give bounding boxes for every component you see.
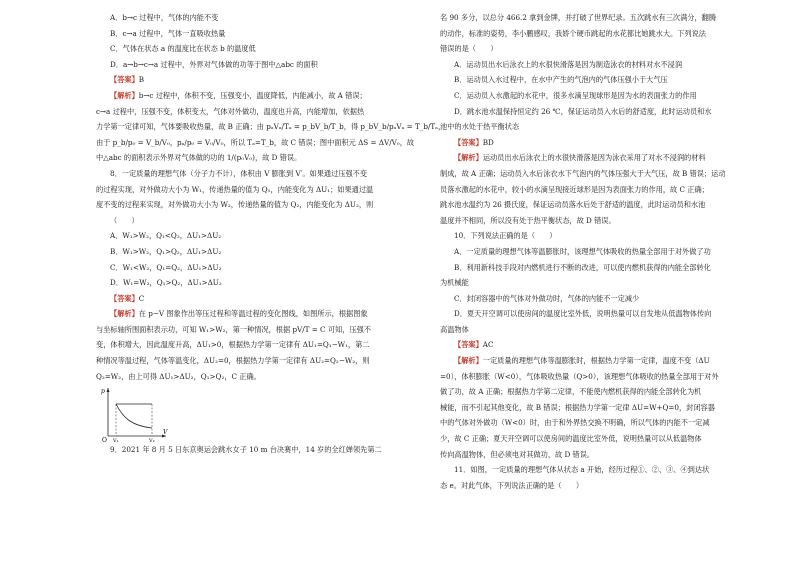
- explain-line: 种情况等温过程，气体等温变化，ΔU₂=0，根据热力学第一定律有 ΔU₂=Q₂−W₂，则: [96, 356, 370, 366]
- option-b: B．c→a 过程中，气体一直吸收热量: [110, 28, 226, 38]
- explain-line: 与坐标轴所围面积表示功，可知 W₁>W₂，第一种情况，根据 pV/T = C 可知，压强不: [96, 324, 371, 334]
- q9-option-a: A．运动员出水后泳衣上的水很快滑落是因为制造泳衣的材料对水不浸润: [454, 59, 683, 69]
- question-9: 9．2021 年 8 月 5 日东京奥运会跳水女子 10 m 台决赛中，14 岁的全红婵领先第二: [110, 445, 382, 455]
- q10-option-d-line: 高温物体: [440, 324, 469, 334]
- pv-diagram-svg: [100, 384, 170, 445]
- q10-option-b-line: 为机械能: [440, 278, 469, 288]
- answer-value: AC: [482, 340, 494, 350]
- question-10: 10．下列说法正确的是（ ）: [454, 231, 557, 241]
- question-8: 8．一定质量的理想气体（分子力不计），体积由 V 膨胀到 V′。如果通过压强不变: [110, 168, 368, 178]
- answer-value: BD: [482, 137, 494, 147]
- explain-line: 传向高温物体，但必须电对其做功，故 D 错误。: [440, 449, 595, 459]
- explain-line: 中的气体对外做功（W<0）时，由于和外界热交换不明确，所以气体的内能不一定减: [440, 418, 710, 428]
- option-c: C．气体在状态 a 的温度比在状态 b 的温度低: [110, 44, 256, 54]
- question-9-line: 的动作，标准的姿势，李小鹏感叹，我娇个硬币跳起的水花都比她跳水大。下列说法: [440, 28, 706, 38]
- question-11-line: 态 e。对此气体，下列说法正确的是（ ）: [440, 480, 584, 490]
- explain-line: =0），体积膨胀（W<0），气体吸收热量（Q>0），该理想气体吸收的热量全部用于对外: [440, 371, 719, 381]
- explain-text: 在 p−V 图象作出等压过程和等温过程的变化图线，如图所示，根据图象: [138, 309, 368, 319]
- question-8-line: 度不变的过程来实现，对外做功大小为 W₂，传递热量的值为 Q₂，内能变化为 ΔU₂，则: [96, 200, 374, 210]
- question-8-line: 的过程实现，对外做功大小为 W₁，传递热量的值为 Q₁，内能变化为 ΔU₁；如果通过温: [96, 184, 374, 194]
- answer-value: B: [138, 75, 145, 85]
- explain-line: [440, 150, 740, 166]
- answer-block-7: [96, 72, 390, 88]
- question-9-line: 名 90 多分，以总分 466.2 拿到金牌，并打破了世界纪录。五次跳水有三次满分，翻腾: [440, 13, 717, 22]
- p-label: p: [101, 388, 105, 396]
- right-column: [440, 10, 740, 493]
- answer-block-8: [96, 291, 390, 307]
- q10-option-c: C．封闭容器中的气体对外做功时，气体的内能不一定减少: [454, 293, 640, 303]
- explain-line: 做了功，故 A 正确；根据热力学第二定律，不能使内燃机获得的内能全部转化为机: [440, 387, 702, 397]
- isothermal-curve: [116, 404, 152, 428]
- explain-line: 中△abc 的面积表示外界对气体做的功的 1/(p₀V₀)，故 D 错误。: [96, 153, 302, 163]
- explain-label: 【解析】: [110, 90, 139, 100]
- question-8-line: （ ）: [110, 215, 139, 225]
- left-column: [96, 10, 446, 458]
- explain-line: 跳水池水温约为 26 摄氏度，保证运动员落水后处于舒适的温度，此时运动员和水池: [440, 200, 706, 210]
- question-11: 11．如图，一定质量的理想气体从状态 a 开始，经历过程①、②、③、④到达状: [454, 465, 710, 475]
- answer-block-9: [440, 135, 740, 151]
- v1-label: V₁: [113, 438, 119, 445]
- explain-label: 【解析】: [454, 356, 483, 366]
- q10-option-d: D．夏天开空调可以使房间的温度比室外低，说明热量可以自发地从低温物体传向: [454, 309, 712, 319]
- explain-text: b→c 过程中，体积不变，压强变小，温度降低，内能减小，故 A 错误；: [138, 90, 367, 100]
- explain-line: 员落水激起的水花中，较小的水滴呈现接近球形是因为表面张力的作用，故 C 正确；: [440, 184, 709, 194]
- q10-option-a: A．一定质量的理想气体等温膨胀时，该理想气体吸收的热量全部用于对外做了功: [454, 246, 711, 256]
- origin-label: O: [102, 437, 107, 445]
- explain-line: 变，体积增大，因此温度升高，ΔU₁>0，根据热力学第一定律有 ΔU₁=Q₁−W₁，第二: [96, 340, 370, 350]
- explain-line: c→a 过程中，压强不变，体积变大，气体对外做功，温度也升高，内能增加，依据热: [96, 106, 365, 116]
- explain-line: [96, 88, 390, 104]
- option-d: D．a→b→c→a 过程中，外界对气体做的功等于图中△abc 的面积: [110, 59, 318, 69]
- explain-label: 【解析】: [454, 153, 483, 163]
- q9-option-d: D．跳水池水温保持恒定约 26 ℃，保证运动员入水后的舒适度，此时运动员和水: [454, 106, 712, 116]
- explain-line: [96, 306, 390, 322]
- option-a: A．b→c 过程中，气体的内能不变: [110, 13, 219, 22]
- p-axis-arrow: [107, 388, 110, 392]
- q8-option-c: C．W₁<W₂，Q₁=Q₂，ΔU₁>ΔU₂: [110, 262, 222, 272]
- answer-label: 【答案】: [454, 137, 483, 147]
- q8-option-a: A．W₁>W₂，Q₁<Q₂，ΔU₁>ΔU₂: [110, 231, 222, 241]
- answer-value: C: [138, 293, 145, 303]
- q9-option-c: C．运动员入水激起的水花中，很多水滴呈现球形是因为水的表面张力的作用: [454, 90, 697, 100]
- q9-option-b: B．运动员入水过程中，在水中产生的气泡内的气体压强小于大气压: [454, 75, 668, 85]
- answer-label: 【答案】: [110, 75, 139, 85]
- answer-label: 【答案】: [454, 340, 483, 350]
- question-9-line: 错误的是（ ）: [440, 44, 498, 54]
- explain-line: 械能，而不引起其他变化，故 B 错误；根据热力学第一定律 ΔU=W+Q=0，封闭容器: [440, 402, 715, 412]
- explain-line: 制成，故 A 正确；运动员入水后泳衣水下气泡内的气体压强大于大气压，故 B 错误；运动: [440, 168, 726, 178]
- explain-text: 运动员出水后泳衣上的水很快滑落是因为泳衣采用了对水不浸润的材料: [482, 153, 706, 163]
- answer-label: 【答案】: [110, 293, 139, 303]
- explain-line: 温度并不相同，所以没有处于热平衡状态，故 D 错误。: [440, 215, 616, 225]
- explain-label: 【解析】: [110, 309, 139, 319]
- explain-text: 一定质量的理想气体等温膨胀时，根据热力学第一定律，温度不变（ΔU: [482, 356, 710, 366]
- explain-line: 由于 p_b/p₀ = V_b/V₀，pₐ/p₀ = V₀/V₀，所以 Tₐ=T_b，故 C 错误；图中面积元 ΔS = ΔV/V₀，故: [96, 137, 415, 147]
- v2-label: V₂: [149, 438, 155, 445]
- q8-option-d: D．W₁=W₂，Q₁>Q₂，ΔU₁>ΔU₂: [110, 278, 222, 288]
- explain-line: 少，故 C 正确；夏天开空调可以使房间的温度比室外低，说明热量可以从低温物体: [440, 434, 702, 444]
- q10-option-b: B．利用新科技手段对内燃机进行不断的改进，可以使内燃机获得的内能全部转化: [454, 262, 711, 272]
- explain-line: [440, 353, 740, 369]
- explain-line: 力学第一定律可知，气体要吸收热量，故 B 正确；由 pₐVₐ/Tₐ = p_bV_b/T_b，得 p_bV_b/pₐVₐ = T_b/Tₐ，: [96, 122, 446, 132]
- q9-option-d-line: 池中的水处于热平衡状态: [440, 122, 520, 132]
- answer-block-10: [440, 337, 740, 353]
- q8-option-b: B．W₁>W₂，Q₁>Q₂，ΔU₁>ΔU₂: [110, 246, 222, 256]
- pv-diagram: [96, 384, 390, 445]
- explain-line: Q₂=W₂，由上可得 ΔU₁>ΔU₂，Q₁>Q₂，C 正确。: [96, 371, 261, 381]
- v-label: V: [163, 429, 168, 437]
